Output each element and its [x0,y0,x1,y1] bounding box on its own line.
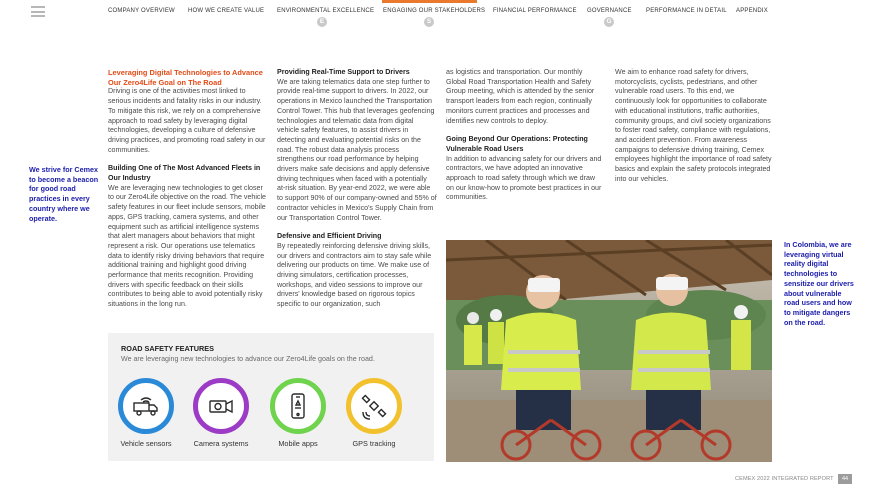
section-heading: Providing Real-Time Support to Drivers [277,68,410,76]
environmental-badge[interactable]: E [317,17,327,27]
nav-environmental-excellence[interactable]: ENVIRONMENTAL EXCELLENCE [277,8,375,14]
column-2 [277,68,437,310]
feature-label: Camera systems [193,439,249,448]
paragraph: as logistics and transportation. Our monthly Global Road Transportation Health and Safety Group meeting, which is attended by the senior transport leaders from each region, continually monitors current practices and processes and identifies new controls to deploy. [446,68,595,125]
column-1 [108,68,268,310]
mobile-app-icon [270,378,326,434]
paragraph: We are leveraging new technologies to get closer to our Zero4Life objective on the road. The vehicle safety features in our fleet include sensors, mobile apps, GPS tracking, camera systems, and other equipment such as artificial intelligence systems that alert managers about behaviors that might represent a risk. Our operations use telematics data to identify risky driving behaviors that require additional training and highlight good driving performance that merits recognition. Providing drivers with specific feedback on their skills contributes to being able to avoid potentially risky situations in the long run. [108,183,266,309]
features-title: ROAD SAFETY FEATURES [121,344,214,353]
satellite-icon [346,378,402,434]
paragraph: We aim to enhance road safety for drivers, motorcyclists, cyclists, pedestrians, and other vulnerable road users. To this end, we continuously look for opportunities to collaborate with educational institutions, traffic authorities, community groups, and civil society organizations to foster road safety, compliance with regulations, and accident prevention. From awareness campaigns to defensive driving training, Cemex employees highlight the importance of road safety basics and explain the safety protocols integrated into our vehicles. [615,68,772,183]
road-safety-features-box [108,333,434,461]
report-name: CEMEX 2022 INTEGRATED REPORT [735,476,834,482]
nav-engaging-stakeholders[interactable]: ENGAGING OUR STAKEHOLDERS [383,8,486,14]
section-heading: Going Beyond Our Operations: Protecting Vulnerable Road Users [446,135,588,153]
feature-mobile-apps [265,378,331,448]
vr-training-photo [446,240,772,462]
column-4 [615,68,773,184]
section-heading: Leveraging Digital Technologies to Advance Our Zero4Life Goal on The Road [108,68,263,87]
nav-performance-in-detail[interactable]: PERFORMANCE IN DETAIL [646,8,727,14]
paragraph: By repeatedly reinforcing defensive driving skills, our drivers and contractors aim to stay safe while delivering our products on time. We make use of driving simulators, certification processes, workshops, and video sessions to improve our drivers' knowledge based on rigorous topics specific to our organization, such [277,241,432,309]
section-heading: Building One of The Most Advanced Fleets in Our Industry [108,164,261,183]
column-3 [446,68,604,203]
nav-active-indicator [382,0,477,3]
nav-governance[interactable]: GOVERNANCE [587,8,632,14]
feature-label: GPS tracking [352,439,396,448]
nav-appendix[interactable]: APPENDIX [736,8,768,14]
paragraph: In addition to advancing safety for our drivers and contractors, we have adopted an innovative approach to road safety through which we draw on our know-how to promote best practices in our communities. [446,154,602,202]
section-heading: Defensive and Efficient Driving [277,232,382,241]
social-badge[interactable]: S [424,17,434,27]
nav-company-overview[interactable]: COMPANY OVERVIEW [108,8,175,14]
nav-financial-performance[interactable]: FINANCIAL PERFORMANCE [493,8,577,14]
left-side-note: We strive for Cemex to become a beacon for good road practices in every country where we operate. [29,165,99,223]
feature-camera-systems [188,378,254,448]
feature-label: Mobile apps [278,439,318,448]
feature-gps-tracking [341,378,407,448]
truck-sensor-icon [118,378,174,434]
paragraph: We are taking telematics data one step further to provide real-time support to drivers. In 2022, our operations in Mexico launched the Transportation Control Tower. This hub that leverages geofencing technologies and telematic data from digital vehicle safety features, to assist drivers in detecting and evaluating potential risks on the road. The robust data analysis process strengthens our road performance by helping drivers make safe decisions and apply defensive driving techniques when faced with a potentially at-risk situation. By year-end 2022, we were able to support 90% of our company-owned and 55% of contractor vehicles in Mexico's Supply Chain from our Transportation Control Tower. [277,77,437,222]
features-subtitle: We are leveraging new technologies to advance our Zero4Life goals on the road. [121,355,375,363]
paragraph: Driving is one of the activities most linked to serious incidents and fatality risks in our industry. To mitigate this risk, we rely on a comprehensive approach to road safety by leveraging digital technologies, developing a culture of defensive driving practices, and promoting road safety in our communities. [108,87,266,154]
feature-label: Vehicle sensors [120,439,172,448]
nav-how-we-create-value[interactable]: HOW WE CREATE VALUE [188,8,265,14]
top-navigation [0,0,880,28]
feature-vehicle-sensors [113,378,179,448]
camera-icon [193,378,249,434]
right-side-note: In Colombia, we are leveraging virtual reality digital technologies to sensitize our drivers about vulnerable road users and how to mitigate dangers on the road. [784,240,854,327]
page-number: 44 [838,474,852,484]
governance-badge[interactable]: G [604,17,614,27]
